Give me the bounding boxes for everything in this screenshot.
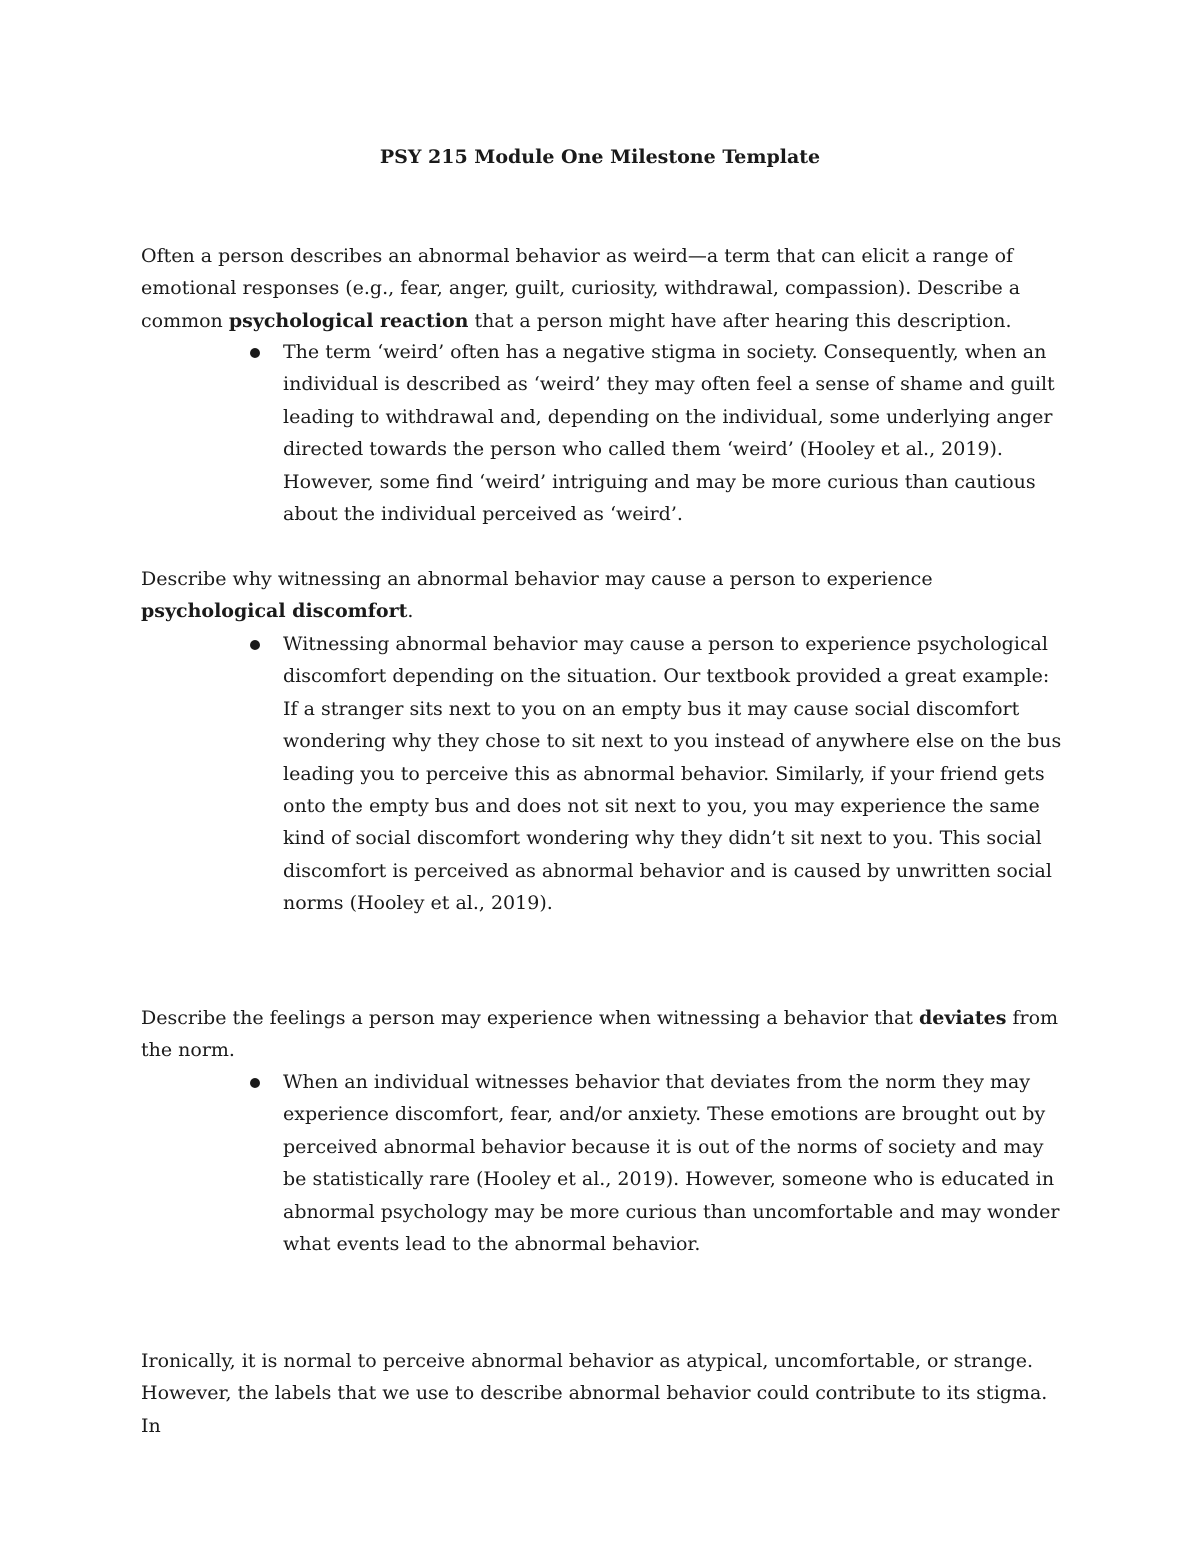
section-3-answer: When an individual witnesses behavior that deviates from the norm they may experience discomfort, fear, and/or anxiety. These emotions are brought out by perceived abnormal behavior because it is out of the norms of society and may be statistically rare (Hooley et al., 2019). However, someone who is educated in abnormal psychology may be more curious than uncomfortable and may wonder what events lead to the abnormal behavior. — [283, 1071, 1060, 1256]
section-1-prompt-after: that a person might have after hearing this description. — [468, 309, 1012, 332]
section-2-prompt — [141, 563, 1061, 628]
section-1-answer: The term ‘weird’ often has a negative stigma in society. Consequently, when an individual is described as ‘weird’ they may often feel a sense of shame and guilt leading to withdrawal and, depending on the individual, some underlying anger directed towards the person who called them ‘weird’ (Hooley et al., 2019). However, some find ‘weird’ intriguing and may be more curious than cautious about the individual perceived as ‘weird’. — [283, 341, 1055, 526]
bullet-icon — [250, 640, 260, 650]
section-2-prompt-before: Describe why witnessing an abnormal behavior may cause a person to experience — [141, 568, 933, 590]
bullet-icon — [250, 348, 260, 358]
section-4-prompt: Ironically, it is normal to perceive abnormal behavior as atypical, uncomfortable, or strange. However, the labels that we use to describe abnormal behavior could contribute to its stigma. In — [141, 1350, 1048, 1437]
section-1-prompt — [141, 240, 1061, 337]
section-3-prompt — [141, 1002, 1061, 1067]
section-3-prompt-after: from the norm. — [141, 1007, 1059, 1062]
bullet-icon — [250, 1078, 260, 1088]
section-1-prompt-before: Often a person describes an abnormal behavior as weird—a term that can elicit a range of emotional responses (e.g., fear, anger, guilt, curiosity, withdrawal, compassion). Describe a common — [141, 245, 1021, 332]
section-2-prompt-after: . — [407, 600, 414, 623]
section-3-prompt-before: Describe the feelings a person may experience when witnessing a behavior that — [141, 1007, 919, 1029]
section-3-prompt-bold: deviates — [918, 1007, 1007, 1029]
section-1-prompt-bold: psychological reaction — [228, 309, 469, 332]
section-2-prompt-bold: psychological discomfort — [141, 600, 408, 623]
document-title: PSY 215 Module One Milestone Template — [379, 146, 821, 168]
section-2-answer: Witnessing abnormal behavior may cause a person to experience psychological discomfort depending on the situation. Our textbook provided a great example: If a stranger sits next to you on an empty bus it may cause social discomfort wondering why they chose to sit next to you instead of anywhere else on the bus leading you to perceive this as abnormal behavior. Similarly, if your friend gets onto the empty bus and does not sit next to you, you may experience the same kind of social discomfort wondering why they didn’t sit next to you. This social discomfort is perceived as abnormal behavior and is caused by unwritten social norms (Hooley et al., 2019). — [283, 633, 1062, 915]
